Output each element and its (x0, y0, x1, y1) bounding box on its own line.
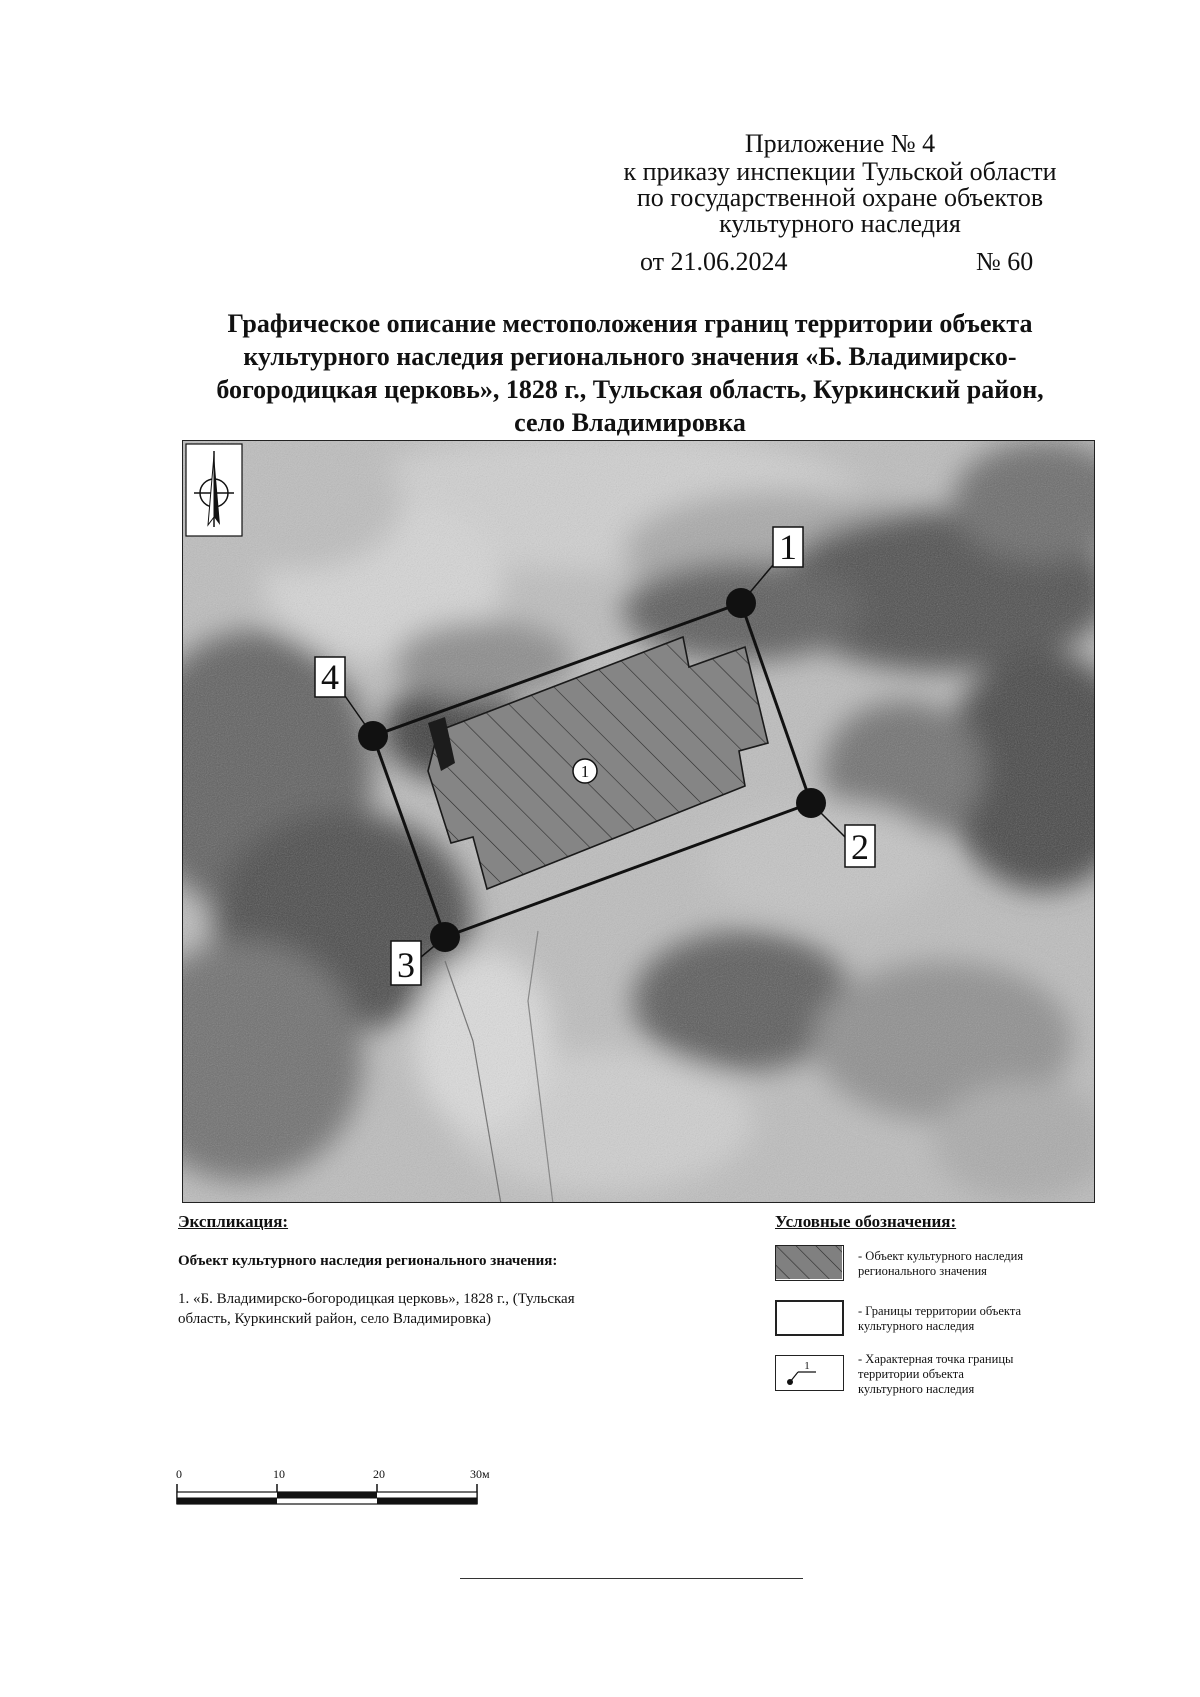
boundary-point-swatch (776, 1356, 842, 1389)
bottom-rule (460, 1578, 803, 1579)
order-reference: к приказу инспекции Тульской области (623, 157, 1057, 186)
point-label-3: 3 (397, 945, 415, 985)
legend-label-point-3: культурного наследия (858, 1382, 975, 1396)
title-line-4: село Владимировка (514, 408, 746, 437)
scale-label-10: 10 (273, 1467, 285, 1481)
legend-label-heritage-object-2: регионального значения (858, 1264, 987, 1278)
aerial-map (183, 441, 1095, 1203)
title-line-2: культурного наследия регионального значения «Б. Владимирско- (243, 342, 1017, 371)
legend-label-boundary-2: культурного наследия (858, 1319, 975, 1333)
point-label-2: 2 (851, 827, 869, 867)
legend-label-point-1: - Характерная точка границы (858, 1352, 1014, 1366)
point-label-4: 4 (321, 657, 339, 697)
order-issuer: по государственной охране объектов (636, 183, 1044, 212)
appendix-number: Приложение № 4 (744, 129, 936, 158)
legend-label-heritage-object-1: - Объект культурного наследия (858, 1249, 1024, 1263)
order-date: от 21.06.2024 (640, 247, 788, 276)
explication-heading: Экспликация: (178, 1212, 289, 1231)
legend-label-point-2: территории объекта (858, 1367, 964, 1381)
title-line-3: богородицкая церковь», 1828 г., Тульская область, Куркинский район, (216, 375, 1044, 404)
order-number: № 60 (976, 247, 1034, 276)
map-frame (182, 440, 1095, 1203)
point-label-1: 1 (779, 527, 797, 567)
legend-label-boundary-1: - Границы территории объекта (858, 1304, 1022, 1318)
scale-label-0: 0 (176, 1467, 182, 1481)
boundary-point-3 (430, 922, 460, 952)
document-title (150, 307, 1110, 439)
legend-symbol-boundary (775, 1300, 844, 1336)
north-arrow-icon (186, 444, 242, 536)
explication-subheading: Объект культурного наследия регионального значения: (178, 1253, 558, 1269)
scale-bar (176, 1484, 486, 1514)
title-line-1: Графическое описание местоположения границ территории объекта (227, 309, 1033, 338)
order-issuer-cont: культурного наследия (719, 209, 961, 238)
hatched-swatch (776, 1246, 842, 1279)
explication-item-line-1: 1. «Б. Владимирско-богородицкая церковь», 1828 г., (Тульская (178, 1291, 575, 1307)
legend-symbol-boundary-point (775, 1355, 844, 1391)
boundary-point-1 (726, 588, 756, 618)
legend-symbol-heritage-object (775, 1245, 844, 1281)
scale-label-20: 20 (373, 1467, 385, 1481)
explication-item-line-2: область, Куркинский район, село Владимировка) (178, 1311, 491, 1327)
legend-heading: Условные обозначения: (775, 1212, 957, 1231)
legend-point-label: 1 (804, 1360, 810, 1372)
boundary-point-2 (796, 788, 826, 818)
object-label: 1 (580, 762, 590, 781)
scale-label-30: 30м (470, 1467, 490, 1481)
boundary-point-4 (358, 721, 388, 751)
